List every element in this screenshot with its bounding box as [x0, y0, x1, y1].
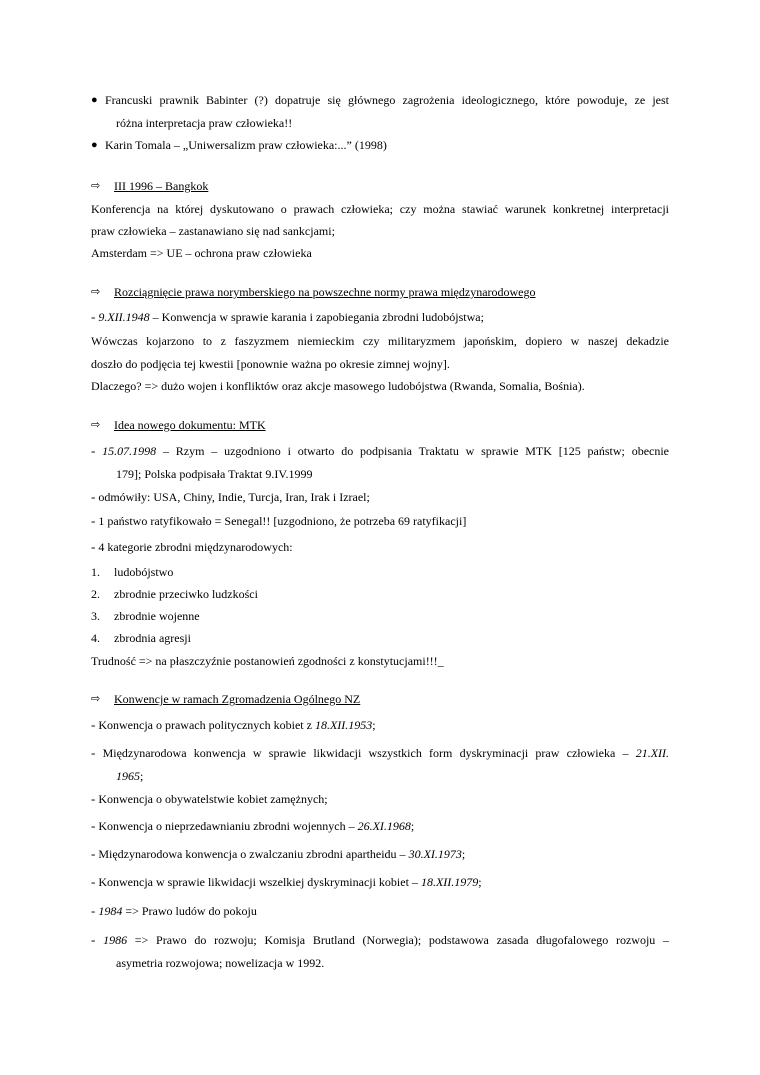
bullet-item-text: Karin Tomala – „Uniwersalizm praw człowieka:...” (1998) — [105, 138, 387, 152]
numbered-list-number: 1. — [91, 565, 100, 579]
bullet-item-text: Francuski prawnik Babinter (?) dopatruje się głównego zagrożenia ideologicznego, które powoduje, ze jest — [105, 93, 669, 107]
dash-list-item — [91, 513, 466, 529]
item-date: 1984 — [98, 904, 123, 918]
item-text: Konwencja o prawach politycznych kobiet z — [98, 718, 315, 732]
numbered-list-item: zbrodnie przeciwko ludzkości — [114, 587, 258, 601]
item-text: odmówiły: USA, Chiny, Indie, Turcja, Iran, Irak i Izrael; — [98, 490, 370, 504]
dash-list-item — [91, 818, 414, 834]
dash-list-item — [91, 791, 328, 807]
paragraph-line: Konferencja na której dyskutowano o prawach człowieka; czy można stawiać warunek konkretnej interpretacji — [91, 202, 669, 216]
arrow-right-icon: ⇨ — [91, 179, 101, 192]
dash-marker: - — [91, 717, 96, 732]
dash-list-item — [91, 489, 370, 505]
item-text-end: ; — [372, 718, 376, 732]
dash-marker: - — [91, 513, 96, 528]
item-date: 1986 — [103, 933, 128, 947]
section-heading: Rozciągnięcie prawa norymberskiego na powszechne normy prawa międzynarodowego — [114, 285, 536, 299]
dash-list-item — [91, 846, 465, 862]
section-heading: Konwencje w ramach Zgromadzenia Ogólnego NZ — [114, 692, 361, 706]
dash-marker: - — [91, 874, 96, 889]
item-text-end: ; — [410, 819, 415, 833]
item-text: – Rzym – uzgodniono i otwarto do podpisania Traktatu w sprawie MTK [125 państw; obecnie — [156, 444, 670, 458]
paragraph-line: Trudność => na płaszczyźnie postanowień zgodności z konstytucjami!!!_ — [91, 654, 444, 668]
item-text-end: ; — [478, 875, 482, 889]
bullet-item-continuation: różna interpretacja praw człowieka!! — [116, 116, 293, 130]
dash-list-item — [91, 539, 293, 555]
item-date: 26.XI.1968 — [357, 819, 411, 833]
item-text: Międzynarodowa konwencja o zwalczaniu zbrodni apartheidu – — [98, 847, 409, 861]
dash-list-item-continuation: asymetria rozwojowa; nowelizacja w 1992. — [116, 956, 325, 970]
item-text-end: ; — [461, 847, 466, 861]
item-date: 1965 — [116, 769, 140, 783]
item-text: => Prawo do rozwoju; Komisja Brutland (Norwegia); podstawowa zasada długofalowego rozwoju – — [127, 933, 670, 947]
dash-marker: - — [91, 932, 96, 947]
dash-marker: - — [91, 489, 96, 504]
paragraph-line: Wówczas kojarzono to z faszyzmem niemieckim czy militaryzmem japońskim, dopiero w naszej dekadzie — [91, 334, 669, 348]
item-text: 1 państwo ratyfikowało = Senegal!! [uzgodniono, że potrzeba 69 ratyfikacji] — [98, 514, 467, 528]
numbered-list-item: zbrodnie wojenne — [114, 609, 200, 623]
dash-marker: - — [91, 309, 96, 324]
arrow-right-icon: ⇨ — [91, 692, 101, 705]
bullet-icon: ● — [91, 139, 98, 151]
arrow-right-icon: ⇨ — [91, 418, 101, 431]
item-text: Międzynarodowa konwencja w sprawie likwidacji wszystkich form dyskryminacji praw człowieka – — [102, 746, 636, 760]
dash-marker: - — [91, 745, 96, 760]
paragraph-line: Amsterdam => UE – ochrona praw człowieka — [91, 246, 312, 260]
dash-list-item — [91, 309, 484, 325]
dash-list-item-continuation: 179]; Polska podpisała Traktat 9.IV.1999 — [116, 467, 313, 481]
section-heading: III 1996 – Bangkok — [114, 179, 209, 193]
item-text: 4 kategorie zbrodni międzynarodowych: — [98, 540, 293, 554]
item-date: 9.XII.1948 — [98, 310, 150, 324]
numbered-list-item: zbrodnia agresji — [114, 631, 191, 645]
dash-list-item — [91, 443, 669, 459]
item-date: 15.07.1998 — [102, 444, 157, 458]
item-text: – Konwencja w sprawie karania i zapobiegania zbrodni ludobójstwa; — [149, 310, 484, 324]
numbered-list-number: 3. — [91, 609, 100, 623]
arrow-right-icon: ⇨ — [91, 285, 101, 298]
paragraph-line: doszło do podjęcia tej kwestii [ponownie ważna po okresie zimnej wojny]. — [91, 357, 450, 371]
item-text: Konwencja w sprawie likwidacji wszelkiej dyskryminacji kobiet – — [98, 875, 421, 889]
item-text: => Prawo ludów do pokoju — [122, 904, 257, 918]
item-text: Konwencja o obywatelstwie kobiet zamężnych; — [98, 792, 328, 806]
dash-marker: - — [91, 791, 96, 806]
dash-marker: - — [91, 846, 96, 861]
dash-list-item — [91, 874, 482, 890]
item-date: 18.XII.1953 — [314, 718, 373, 732]
dash-list-item-continuation — [116, 768, 143, 784]
bullet-icon: ● — [91, 94, 98, 106]
dash-marker: - — [91, 443, 96, 458]
numbered-list-number: 4. — [91, 631, 100, 645]
dash-list-item — [91, 745, 669, 761]
item-text: Konwencja o nieprzedawnianiu zbrodni wojennych – — [98, 819, 358, 833]
item-date: 21.XII. — [635, 746, 670, 760]
dash-list-item — [91, 932, 669, 948]
paragraph-line: Dlaczego? => dużo wojen i konfliktów oraz akcje masowego ludobójstwa (Rwanda, Somalia, Bośnia). — [91, 379, 585, 393]
dash-marker: - — [91, 818, 96, 833]
numbered-list-item: ludobójstwo — [114, 565, 174, 579]
section-heading: Idea nowego dokumentu: MTK — [114, 418, 266, 432]
paragraph-line: praw człowieka – zastanawiano się nad sankcjami; — [91, 224, 335, 238]
item-text-end: ; — [140, 769, 144, 783]
item-date: 18.XII.1979 — [420, 875, 479, 889]
item-date: 30.XI.1973 — [408, 847, 462, 861]
dash-list-item — [91, 903, 257, 919]
dash-list-item — [91, 717, 376, 733]
dash-marker: - — [91, 903, 96, 918]
dash-marker: - — [91, 539, 96, 554]
numbered-list-number: 2. — [91, 587, 100, 601]
